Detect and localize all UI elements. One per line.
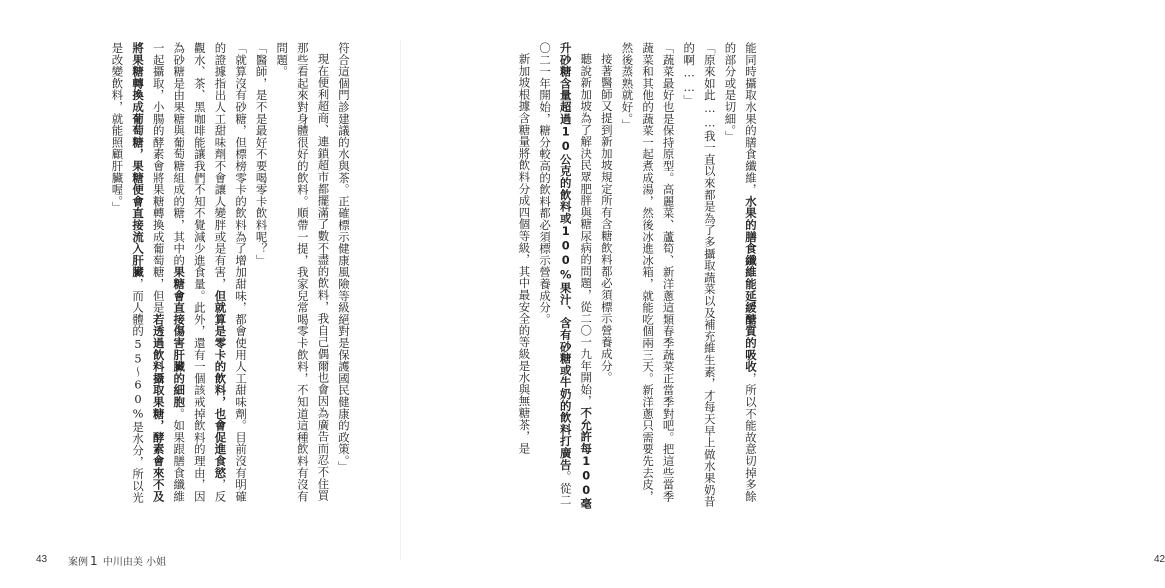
paragraph <box>272 42 334 512</box>
body-text: 「醫師，是不是最好不要喝零卡飲料呢？」 <box>254 42 269 267</box>
emphasis-text: 若透過飲料攝取果糖，酵素會來不及將果糖轉換成葡萄糖，果糖便會直接流入肝臟 <box>131 42 166 503</box>
body-text: 。如果跟膳食纖維一起攝取，小腸的酵素會將果糖轉換成葡萄糖，但是 <box>151 42 187 503</box>
body-text: 新加坡根據含糖量將飲料分成四個等級，其中最安全的等級是水與無糖茶，是 <box>517 53 532 455</box>
body-text: 「原來如此……我一直以來都是為了多攝取蔬菜以及補充維生素，才每天早上做水果奶昔的啊……」 <box>682 42 717 508</box>
paragraph <box>107 42 251 512</box>
paragraph <box>333 42 354 512</box>
emphasis-text: 果糖會直接傷害肝臟的細胞 <box>172 266 187 408</box>
right-page <box>402 0 1165 588</box>
left-page <box>0 0 400 588</box>
body-text: 現在便利超商、連鎖超市都擺滿了數不盡的飲料，我自己偶爾也會因為廣告而忍不住買那些看起來對身體很好的飲料。順帶一提，我家兒常喝零卡飲料，不知道這種飲料有沒有問題。 <box>275 42 331 503</box>
left-page-body-text <box>42 42 354 512</box>
paragraph <box>251 42 272 512</box>
paragraph <box>720 42 761 512</box>
body-text: 。從二〇二一年開始，糖分較高的飲料都必須標示營養成分。 <box>538 42 573 507</box>
emphasis-text: 但就算是零卡的飲料，也會促進食慾 <box>213 289 228 479</box>
paragraph <box>534 42 596 512</box>
paragraph <box>617 42 679 512</box>
body-text: 能同時攝取水果的膳食纖維， <box>744 42 758 196</box>
body-text: ，而人體的55～60%是水分，所以光是改變飲料，就能照顧肝臟喔。」 <box>110 42 146 504</box>
body-text: 聽說新加坡為了解決民眾肥胖與糖尿病的問題，從二〇一九年開始， <box>579 53 594 408</box>
emphasis-text: 水果的膳食纖維能延緩醣質的吸收 <box>744 195 758 373</box>
running-head-name: 中川由美 小姐 <box>102 557 167 568</box>
right-page-body-text <box>466 42 761 512</box>
paragraph <box>596 42 617 512</box>
gutter <box>400 40 401 560</box>
body-text: 符合這個門診建議的水與茶。正確標示健康風險等級絕對是保護國民健康的政策。」 <box>337 42 351 473</box>
paragraph <box>679 42 720 512</box>
running-head-prefix: 案例 <box>68 557 88 568</box>
page-number-right: 42 <box>1154 554 1165 565</box>
body-text: 「蔬菜最好也是保持原型。高麗菜、蘆筍、新洋蔥這類春季蔬菜正當季對吧。把這些當季蔬菜和其他的蔬菜一起煮成湯，然後冰進冰箱，就能吃個兩三天。新洋蔥只需要先去皮，然後蒸熟就好。」 <box>620 42 676 503</box>
body-text: 接著醫師又提到新加坡規定所有含糖飲料都必須標示營養成分。 <box>599 53 614 384</box>
body-text: 「就算沒有砂糖，但標榜零卡的飲料為了增加甜味，都會使用人工甜味劑。目前沒有明確的證據指出人工甜味劑不會讓人變胖或是有害， <box>213 42 249 503</box>
page-number-left: 43 <box>36 554 48 565</box>
paragraph <box>514 42 535 512</box>
body-text: ，所以不能故意切掉多餘的部分或是切細。」 <box>723 42 758 503</box>
running-head <box>68 553 166 568</box>
emphasis-text: 不允許每100毫升砂糖含量超過10公克的飲料或100%果汁、含有砂糖或牛奶的飲料打廣告 <box>558 42 594 510</box>
body-text: ，反觀水、茶、黑咖啡能讓我們不知不覺減少進食量。此外，還有一個該戒掉飲料的理由，因為砂糖是由果糖與葡萄糖組成的糖，其中的 <box>172 42 228 503</box>
running-head-case-number: 1 <box>90 554 98 568</box>
